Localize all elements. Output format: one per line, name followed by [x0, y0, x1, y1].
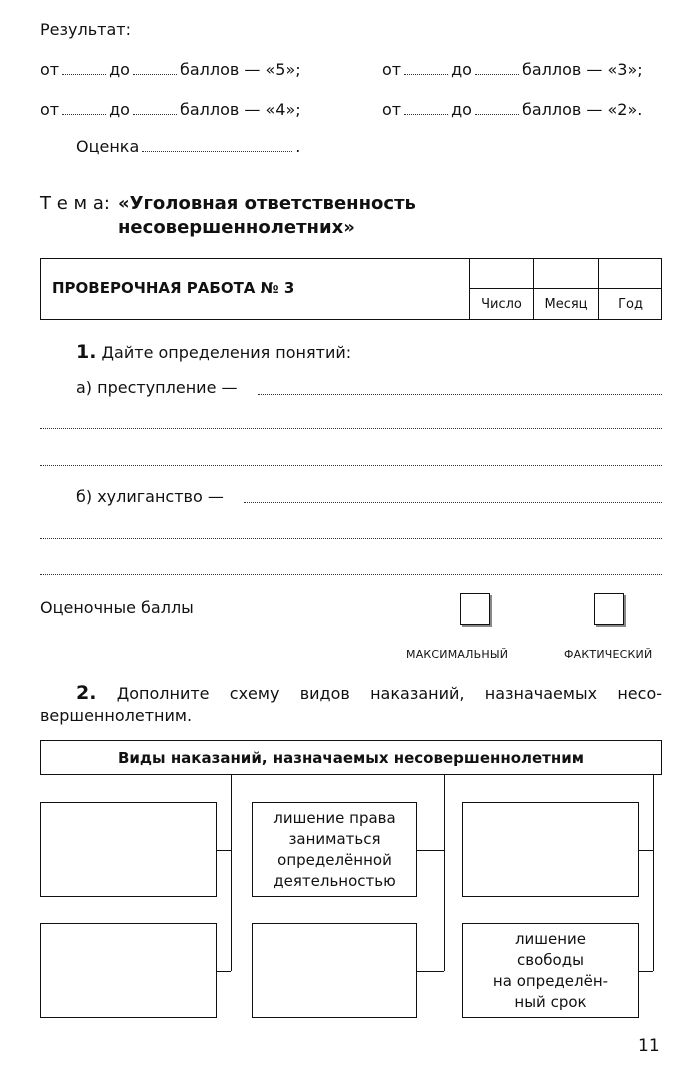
scheme-title-box: [40, 740, 662, 775]
box-text-line: лишение права: [273, 808, 396, 827]
scheme-box-deprivation-of-right: [252, 802, 417, 897]
connector-vertical-1: [231, 775, 232, 971]
connector-horizontal: [416, 971, 444, 972]
grade-to-blank[interactable]: [133, 74, 177, 75]
connector-vertical-3: [653, 775, 654, 971]
grade-from-label: от: [382, 60, 402, 79]
max-score-label: МАКСИМАЛЬНЫЙ: [406, 648, 509, 661]
grade-label: Оценка: [76, 137, 140, 156]
grade-to-blank[interactable]: [475, 74, 519, 75]
definition-b-line-3[interactable]: [40, 574, 662, 575]
grade-from-label: от: [40, 100, 60, 119]
definition-b-line-1[interactable]: [244, 502, 662, 503]
grade-5-line: [40, 60, 301, 80]
connector-horizontal: [416, 850, 444, 851]
grade-end: .: [295, 137, 301, 156]
topic-line-1: «Уголовная ответственность: [118, 193, 416, 214]
result-title: Результат:: [40, 20, 131, 39]
connector-horizontal: [638, 971, 653, 972]
scores-label: Оценочные баллы: [40, 598, 194, 617]
grade-from-blank[interactable]: [62, 74, 106, 75]
task1-text: Дайте определения понятий:: [101, 343, 352, 362]
box-text-line: ный срок: [514, 992, 587, 1011]
scheme-box-empty[interactable]: [252, 923, 417, 1018]
connector-horizontal: [216, 971, 231, 972]
topic-label: Т е м а:: [40, 193, 110, 214]
task2-prompt-line-1: [76, 683, 662, 704]
connector-horizontal: [216, 850, 231, 851]
grade-from-label: от: [382, 100, 402, 119]
connector-vertical-2: [444, 775, 445, 971]
definition-a-label: а) преступление —: [76, 378, 238, 397]
actual-score-box[interactable]: [594, 593, 624, 625]
grade-3-line: [382, 60, 643, 80]
day-input[interactable]: [470, 258, 533, 288]
grade-to-blank[interactable]: [475, 114, 519, 115]
year-input[interactable]: [599, 258, 662, 288]
grade-2-line: [382, 100, 642, 120]
grade-blank[interactable]: [142, 151, 292, 152]
task1-prompt: [76, 342, 351, 363]
box-text-line: определённой: [277, 850, 392, 869]
scheme-box-imprisonment: [462, 923, 639, 1018]
grade-suffix: баллов — «2».: [521, 100, 643, 119]
task2-number: 2.: [76, 682, 97, 704]
task1-number: 1.: [76, 341, 97, 363]
grade-line: [76, 137, 300, 157]
definition-a-line-1[interactable]: [258, 394, 662, 395]
topic-line-2: несовершеннолетних»: [118, 217, 355, 238]
max-score-box[interactable]: [460, 593, 490, 625]
task2-prompt-line-2: вершеннолетним.: [40, 706, 193, 725]
definition-b-label: б) хулиганство —: [76, 487, 224, 506]
grade-to-label: до: [451, 60, 472, 79]
box-text-line: на определён-: [492, 971, 609, 990]
grade-suffix: баллов — «4»;: [179, 100, 301, 119]
month-label: Месяц: [544, 296, 588, 312]
grade-to-label: до: [109, 100, 130, 119]
day-label: Число: [481, 296, 522, 312]
actual-score-label: ФАКТИЧЕСКИЙ: [564, 648, 653, 661]
definition-b-line-2[interactable]: [40, 538, 662, 539]
grade-from-blank[interactable]: [404, 114, 448, 115]
definition-a-line-3[interactable]: [40, 465, 662, 466]
grade-from-label: от: [40, 60, 60, 79]
grade-to-label: до: [451, 100, 472, 119]
grade-from-blank[interactable]: [62, 114, 106, 115]
year-label: Год: [618, 296, 643, 312]
month-input[interactable]: [534, 258, 598, 288]
box-text-line: заниматься: [288, 829, 381, 848]
box-text-line: лишение: [514, 929, 587, 948]
scheme-title: Виды наказаний, назначаемых несовершеннолетним: [117, 748, 585, 767]
grade-to-label: до: [109, 60, 130, 79]
connector-horizontal: [638, 850, 653, 851]
topic: [40, 193, 110, 215]
grade-from-blank[interactable]: [404, 74, 448, 75]
box-text-line: деятельностью: [273, 871, 396, 890]
grade-to-blank[interactable]: [133, 114, 177, 115]
test-title: ПРОВЕРОЧНАЯ РАБОТА № 3: [52, 279, 295, 297]
task2-text: Дополните схему видов наказаний, назначаемых несо-: [116, 684, 663, 703]
scheme-box-empty[interactable]: [462, 802, 639, 897]
page-number: 11: [638, 1036, 660, 1056]
scheme-box-empty[interactable]: [40, 923, 217, 1018]
grade-suffix: баллов — «5»;: [179, 60, 301, 79]
box-text-line: свободы: [517, 950, 584, 969]
scheme-box-empty[interactable]: [40, 802, 217, 897]
grade-suffix: баллов — «3»;: [521, 60, 643, 79]
grade-4-line: [40, 100, 301, 120]
definition-a-line-2[interactable]: [40, 428, 662, 429]
